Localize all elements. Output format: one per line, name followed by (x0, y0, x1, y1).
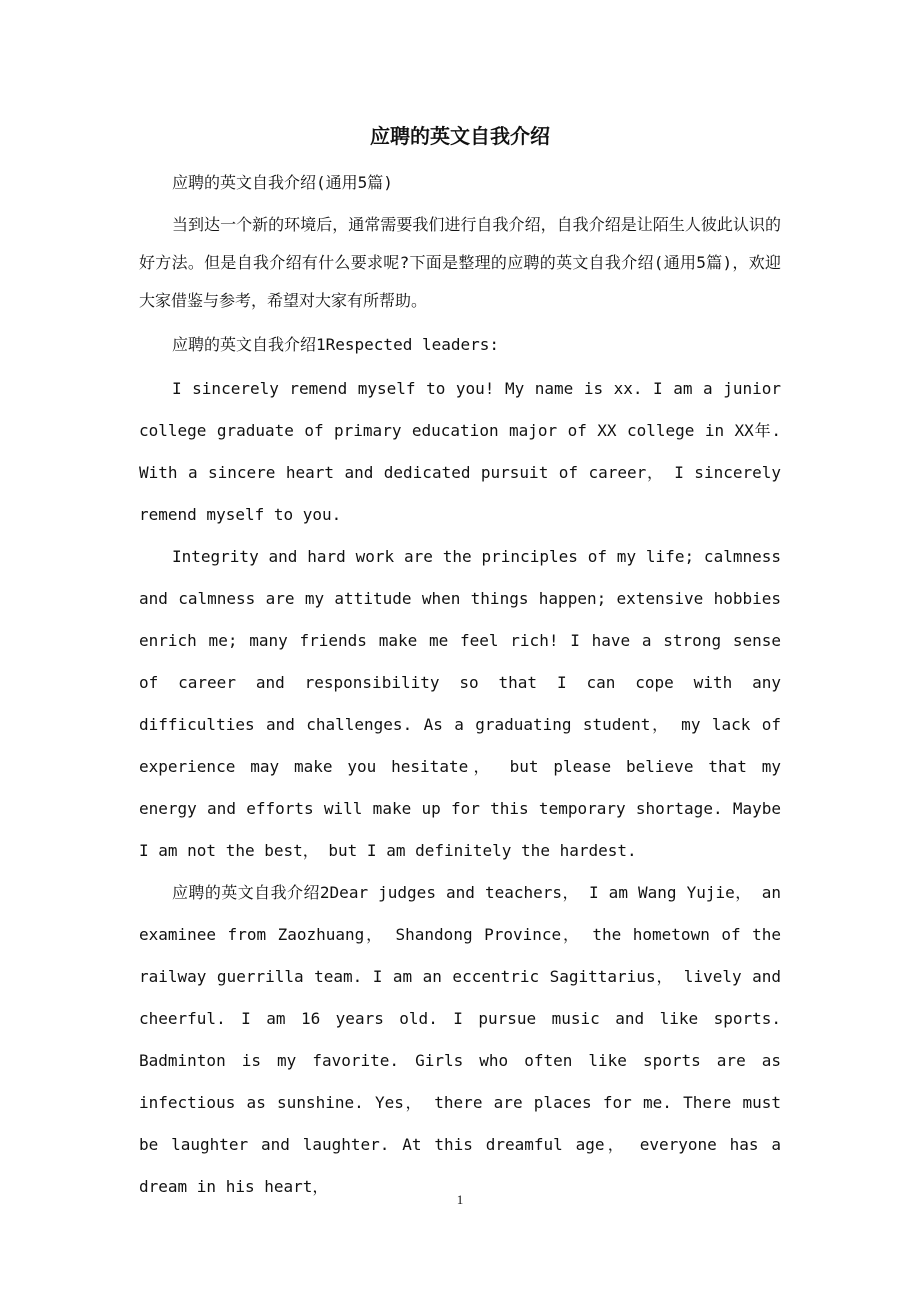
document-body (139, 166, 781, 1208)
page-number: 1 (456, 1192, 464, 1207)
paragraph-body-2: Integrity and hard work are the principles of my life; calmness and calmness are my attitude when things happen; extensive hobbies enrich me; many friends make me feel rich! I have a strong sense of career and responsibility so that I can cope with any difficulties and challenges. As a graduating student， my lack of experience may make you hesitate， but please believe that my energy and efforts will make up for this temporary shortage. Maybe I am not the best， but I am definitely the hardest. (139, 547, 781, 860)
paragraph-subtitle: 应聘的英文自我介绍(通用5篇) (172, 173, 393, 192)
paragraph-body-1: I sincerely remend myself to you! My name is xx. I am a junior college graduate of primary education major of XX college in XX年. With a sincere heart and dedicated pursuit of career， I sincerely remend myself to you. (139, 379, 782, 524)
paragraph-body-3: 应聘的英文自我介绍2Dear judges and teachers， I am Wang Yujie， an examinee from Zaozhuang， Shandong Province， the hometown of the railway guerrilla team. I am an eccentric Sagittarius， lively and cheerful. I am 16 years old. I pursue music and like sports. Badminton is my favorite. Girls who often like sports are as infectious as sunshine. Yes， there are places for me. There must be laughter and laughter. At this dreamful age， everyone has a dream in his heart， (139, 883, 781, 1196)
document-title: 应聘的英文自我介绍 (370, 124, 550, 148)
paragraph-heading-1: 应聘的英文自我介绍1Respected leaders: (172, 335, 500, 354)
paragraph-intro: 当到达一个新的环境后，通常需要我们进行自我介绍，自我介绍是让陌生人彼此认识的好方法。但是自我介绍有什么要求呢?下面是整理的应聘的英文自我介绍(通用5篇)，欢迎大家借鉴与参考，希望对大家有所帮助。 (139, 215, 781, 310)
